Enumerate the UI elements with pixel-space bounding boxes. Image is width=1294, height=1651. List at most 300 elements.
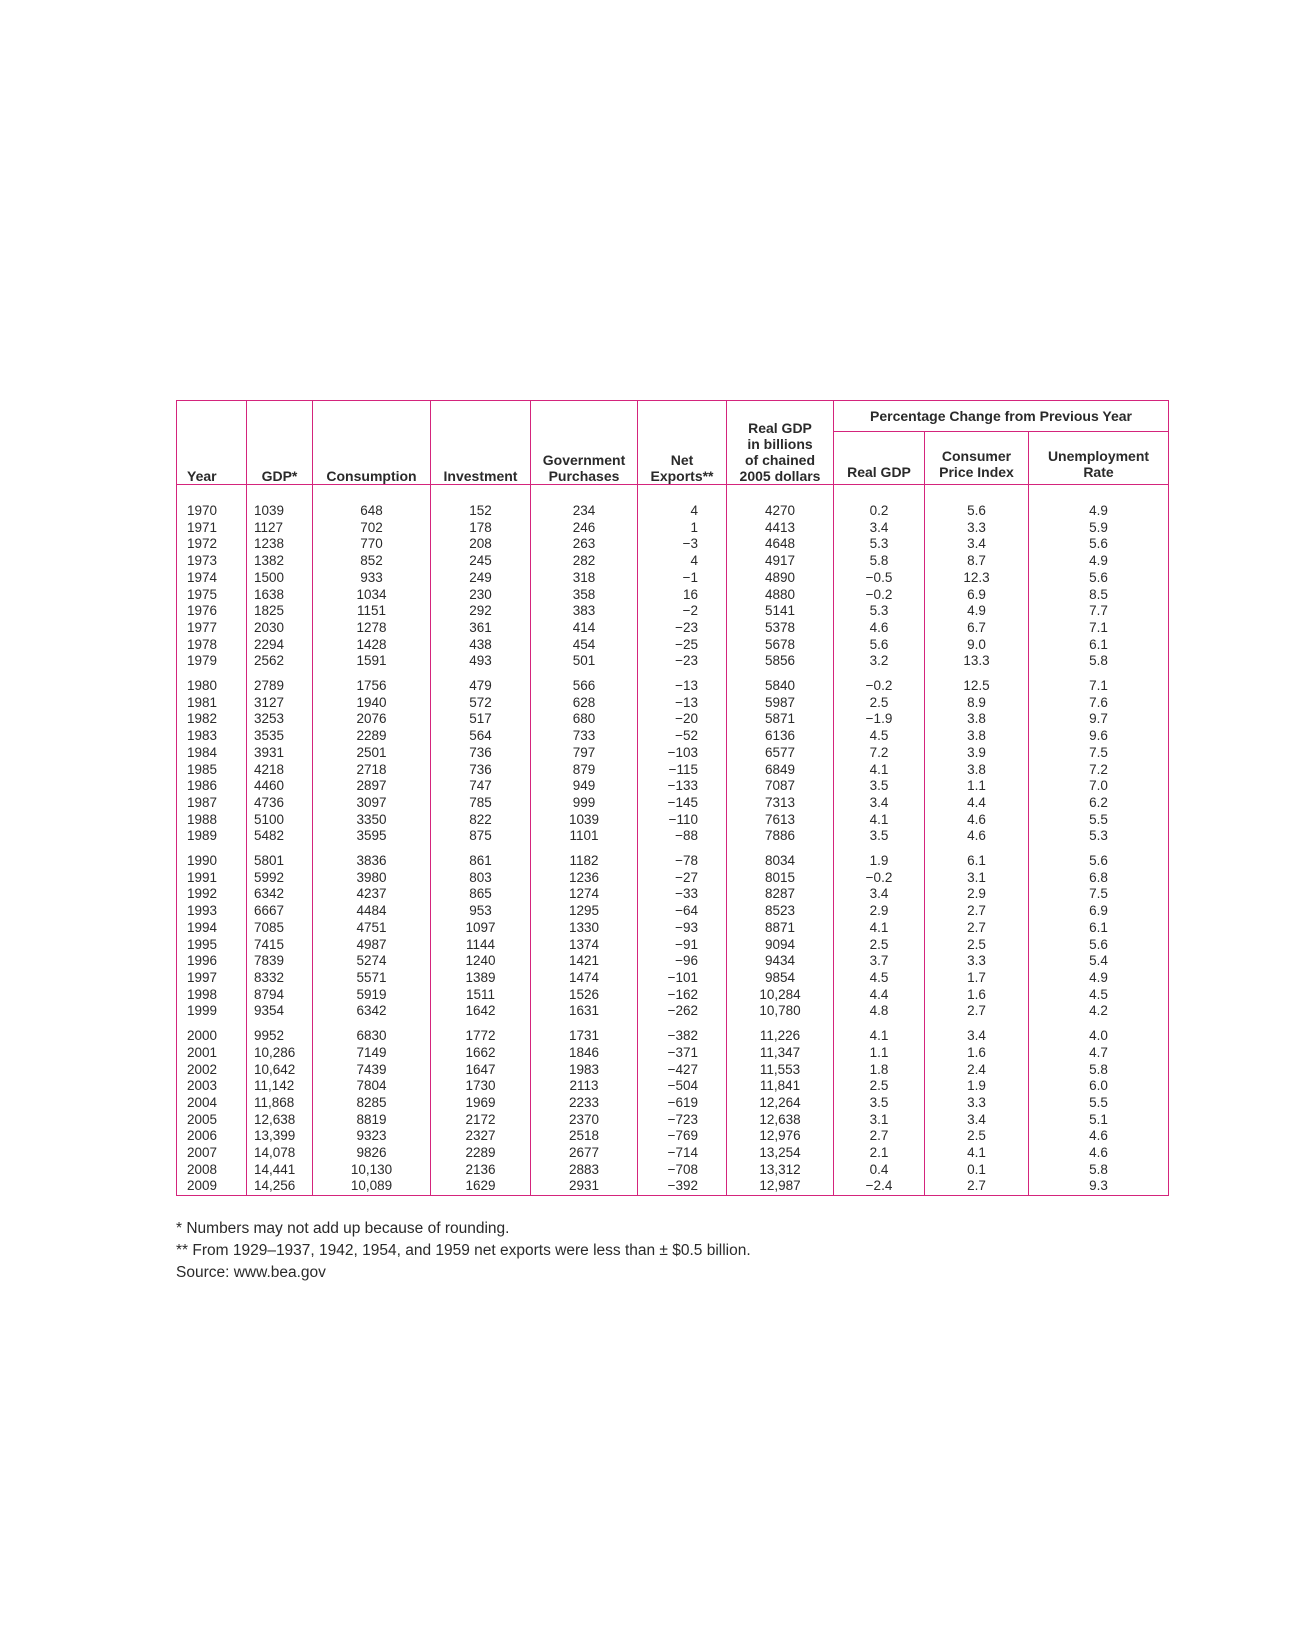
cell-consumption: 10,130 [313,1162,431,1179]
cell-net-exports: −27 [638,870,727,887]
cell-investment: 736 [431,745,531,762]
cell-government-purchases: 2233 [531,1095,638,1112]
cell-consumption: 6342 [313,1003,431,1020]
cell-pct-unemployment: 5.8 [1029,653,1169,670]
cell-gdp: 1382 [247,553,313,570]
table-row [177,1178,1169,1195]
footnote-net-exports: ** From 1929–1937, 1942, 1954, and 1959 net exports were less than ± $0.5 billion. [176,1242,751,1259]
cell-gdp: 7839 [247,953,313,970]
table-row [177,603,1169,620]
table-row [177,762,1169,779]
cell-investment: 1647 [431,1062,531,1079]
cell-year: 1973 [177,553,247,570]
cell-investment: 361 [431,620,531,637]
cell-real-gdp-billions: 8015 [727,870,834,887]
cell-real-gdp-billions: 6849 [727,762,834,779]
cell-pct-unemployment: 6.1 [1029,637,1169,654]
cell-pct-cpi: 6.7 [925,620,1029,637]
cell-consumption: 5919 [313,987,431,1004]
cell-gdp: 11,868 [247,1095,313,1112]
cell-real-gdp-billions: 9854 [727,970,834,987]
cell-pct-unemployment: 5.4 [1029,953,1169,970]
cell-net-exports: −88 [638,828,727,845]
cell-gdp: 1039 [247,503,313,520]
cell-investment: 2289 [431,1145,531,1162]
cell-pct-unemployment: 5.8 [1029,1162,1169,1179]
cell-real-gdp-billions: 8871 [727,920,834,937]
cell-net-exports: −96 [638,953,727,970]
table-row [177,853,1169,870]
table-row [177,953,1169,970]
cell-gdp: 7085 [247,920,313,937]
cell-investment: 479 [431,678,531,695]
cell-consumption: 1940 [313,695,431,712]
cell-government-purchases: 797 [531,745,638,762]
cell-year: 2009 [177,1178,247,1195]
cell-government-purchases: 1374 [531,937,638,954]
cell-government-purchases: 2931 [531,1178,638,1195]
cell-year: 2002 [177,1062,247,1079]
cell-real-gdp-billions: 11,226 [727,1028,834,1045]
cell-real-gdp-billions: 7313 [727,795,834,812]
cell-investment: 2172 [431,1112,531,1129]
cell-investment: 1629 [431,1178,531,1195]
cell-net-exports: −23 [638,653,727,670]
cell-investment: 230 [431,587,531,604]
cell-investment: 245 [431,553,531,570]
cell-pct-real-gdp: 2.7 [834,1128,925,1145]
cell-investment: 1511 [431,987,531,1004]
cell-government-purchases: 1295 [531,903,638,920]
cell-pct-real-gdp: 4.1 [834,1028,925,1045]
cell-pct-cpi: 6.9 [925,587,1029,604]
cell-real-gdp-billions: 5987 [727,695,834,712]
cell-net-exports: −91 [638,937,727,954]
cell-pct-real-gdp: 3.7 [834,953,925,970]
cell-consumption: 9323 [313,1128,431,1145]
cell-consumption: 933 [313,570,431,587]
cell-investment: 803 [431,870,531,887]
table-row [177,653,1169,670]
cell-pct-unemployment: 4.9 [1029,503,1169,520]
cell-pct-unemployment: 9.3 [1029,1178,1169,1195]
cell-consumption: 7439 [313,1062,431,1079]
cell-year: 1986 [177,778,247,795]
cell-year: 2000 [177,1028,247,1045]
cell-net-exports: −101 [638,970,727,987]
cell-pct-cpi: 5.6 [925,503,1029,520]
cell-real-gdp-billions: 10,780 [727,1003,834,1020]
cell-pct-unemployment: 7.7 [1029,603,1169,620]
cell-gdp: 8332 [247,970,313,987]
cell-pct-real-gdp: −0.2 [834,870,925,887]
cell-government-purchases: 733 [531,728,638,745]
cell-pct-real-gdp: 2.5 [834,695,925,712]
cell-real-gdp-billions: 12,987 [727,1178,834,1195]
cell-pct-cpi: 12.5 [925,678,1029,695]
cell-gdp: 8794 [247,987,313,1004]
cell-investment: 1389 [431,970,531,987]
cell-year: 1987 [177,795,247,812]
economic-data-table [176,400,1169,1196]
cell-consumption: 2289 [313,728,431,745]
cell-government-purchases: 2518 [531,1128,638,1145]
cell-government-purchases: 1274 [531,886,638,903]
cell-real-gdp-billions: 8523 [727,903,834,920]
cell-pct-cpi: 2.7 [925,1178,1029,1195]
table-row [177,536,1169,553]
cell-consumption: 2501 [313,745,431,762]
cell-consumption: 8285 [313,1095,431,1112]
cell-gdp: 1127 [247,520,313,537]
cell-investment: 292 [431,603,531,620]
cell-pct-real-gdp: 3.4 [834,520,925,537]
cell-pct-unemployment: 4.2 [1029,1003,1169,1020]
cell-government-purchases: 263 [531,536,638,553]
cell-consumption: 4237 [313,886,431,903]
cell-government-purchases: 1182 [531,853,638,870]
cell-consumption: 1278 [313,620,431,637]
cell-real-gdp-billions: 5871 [727,711,834,728]
cell-government-purchases: 879 [531,762,638,779]
cell-year: 1985 [177,762,247,779]
cell-investment: 572 [431,695,531,712]
cell-consumption: 2718 [313,762,431,779]
cell-gdp: 2294 [247,637,313,654]
cell-gdp: 6667 [247,903,313,920]
cell-consumption: 648 [313,503,431,520]
table-row [177,1062,1169,1079]
cell-government-purchases: 318 [531,570,638,587]
cell-government-purchases: 2883 [531,1162,638,1179]
header-gdp: GDP* [247,401,313,485]
cell-pct-cpi: 3.3 [925,953,1029,970]
cell-pct-unemployment: 4.9 [1029,970,1169,987]
cell-government-purchases: 454 [531,637,638,654]
cell-consumption: 702 [313,520,431,537]
cell-net-exports: −52 [638,728,727,745]
cell-pct-unemployment: 5.1 [1029,1112,1169,1129]
cell-real-gdp-billions: 10,284 [727,987,834,1004]
cell-pct-real-gdp: 5.6 [834,637,925,654]
cell-investment: 953 [431,903,531,920]
cell-pct-cpi: 4.6 [925,812,1029,829]
cell-pct-real-gdp: 3.4 [834,886,925,903]
cell-pct-cpi: 12.3 [925,570,1029,587]
header-investment: Investment [431,401,531,485]
cell-year: 1993 [177,903,247,920]
table-row [177,1128,1169,1145]
cell-pct-cpi: 1.6 [925,987,1029,1004]
cell-pct-cpi: 3.3 [925,1095,1029,1112]
cell-pct-cpi: 3.4 [925,1028,1029,1045]
cell-year: 2007 [177,1145,247,1162]
cell-pct-cpi: 3.4 [925,1112,1029,1129]
cell-pct-unemployment: 7.0 [1029,778,1169,795]
cell-government-purchases: 1421 [531,953,638,970]
cell-investment: 1144 [431,937,531,954]
cell-year: 1991 [177,870,247,887]
cell-gdp: 2030 [247,620,313,637]
cell-pct-real-gdp: 4.4 [834,987,925,1004]
cell-real-gdp-billions: 7613 [727,812,834,829]
cell-government-purchases: 246 [531,520,638,537]
cell-year: 1981 [177,695,247,712]
cell-net-exports: −33 [638,886,727,903]
cell-pct-unemployment: 5.3 [1029,828,1169,845]
cell-real-gdp-billions: 4270 [727,503,834,520]
cell-consumption: 7804 [313,1078,431,1095]
cell-pct-unemployment: 4.7 [1029,1045,1169,1062]
cell-real-gdp-billions: 8034 [727,853,834,870]
cell-consumption: 6830 [313,1028,431,1045]
cell-pct-real-gdp: 2.9 [834,903,925,920]
cell-real-gdp-billions: 5840 [727,678,834,695]
cell-gdp: 1500 [247,570,313,587]
cell-consumption: 3980 [313,870,431,887]
cell-consumption: 3350 [313,812,431,829]
cell-pct-cpi: 4.1 [925,1145,1029,1162]
cell-pct-real-gdp: 4.5 [834,970,925,987]
cell-real-gdp-billions: 12,264 [727,1095,834,1112]
cell-government-purchases: 949 [531,778,638,795]
cell-year: 1988 [177,812,247,829]
cell-consumption: 1428 [313,637,431,654]
cell-consumption: 1756 [313,678,431,695]
table-row [177,886,1169,903]
data-table-container [176,400,1168,1196]
cell-real-gdp-billions: 9094 [727,937,834,954]
cell-pct-real-gdp: 1.9 [834,853,925,870]
cell-gdp: 9952 [247,1028,313,1045]
cell-gdp: 2789 [247,678,313,695]
cell-investment: 1730 [431,1078,531,1095]
cell-pct-real-gdp: 3.4 [834,795,925,812]
cell-gdp: 10,642 [247,1062,313,1079]
cell-government-purchases: 1631 [531,1003,638,1020]
cell-pct-real-gdp: 4.1 [834,920,925,937]
cell-pct-real-gdp: 0.4 [834,1162,925,1179]
cell-government-purchases: 1731 [531,1028,638,1045]
cell-consumption: 2076 [313,711,431,728]
cell-investment: 1662 [431,1045,531,1062]
table-row [177,1003,1169,1020]
cell-pct-unemployment: 5.6 [1029,853,1169,870]
cell-pct-unemployment: 4.9 [1029,553,1169,570]
cell-real-gdp-billions: 9434 [727,953,834,970]
cell-government-purchases: 2677 [531,1145,638,1162]
cell-real-gdp-billions: 4917 [727,553,834,570]
cell-year: 1976 [177,603,247,620]
table-row [177,745,1169,762]
cell-pct-real-gdp: 2.5 [834,937,925,954]
cell-government-purchases: 999 [531,795,638,812]
cell-pct-real-gdp: 2.5 [834,1078,925,1095]
cell-investment: 1642 [431,1003,531,1020]
cell-net-exports: −371 [638,1045,727,1062]
header-pct-real-gdp: Real GDP [834,432,925,485]
cell-consumption: 9826 [313,1145,431,1162]
cell-year: 1989 [177,828,247,845]
cell-gdp: 5100 [247,812,313,829]
cell-gdp: 3127 [247,695,313,712]
cell-pct-real-gdp: 0.2 [834,503,925,520]
header-year: Year [177,401,247,485]
cell-pct-cpi: 1.6 [925,1045,1029,1062]
cell-investment: 861 [431,853,531,870]
cell-gdp: 10,286 [247,1045,313,1062]
table-row [177,970,1169,987]
cell-net-exports: 4 [638,503,727,520]
cell-government-purchases: 1983 [531,1062,638,1079]
cell-government-purchases: 1101 [531,828,638,845]
cell-real-gdp-billions: 5141 [727,603,834,620]
cell-pct-real-gdp: 1.1 [834,1045,925,1062]
table-row [177,1145,1169,1162]
cell-investment: 1097 [431,920,531,937]
cell-pct-unemployment: 5.5 [1029,812,1169,829]
cell-investment: 822 [431,812,531,829]
cell-pct-real-gdp: 4.1 [834,762,925,779]
cell-government-purchases: 501 [531,653,638,670]
cell-pct-cpi: 3.4 [925,536,1029,553]
footnotes [176,1218,1176,1284]
cell-gdp: 1825 [247,603,313,620]
table-row [177,778,1169,795]
cell-pct-cpi: 3.8 [925,762,1029,779]
cell-real-gdp-billions: 13,254 [727,1145,834,1162]
table-row [177,587,1169,604]
cell-year: 1979 [177,653,247,670]
cell-net-exports: −708 [638,1162,727,1179]
table-row [177,1045,1169,1062]
cell-year: 1972 [177,536,247,553]
cell-consumption: 5274 [313,953,431,970]
cell-year: 1999 [177,1003,247,1020]
footnote-rounding: * Numbers may not add up because of rounding. [176,1220,510,1237]
cell-net-exports: −145 [638,795,727,812]
cell-net-exports: −13 [638,695,727,712]
cell-pct-unemployment: 7.2 [1029,762,1169,779]
cell-net-exports: −427 [638,1062,727,1079]
cell-gdp: 14,078 [247,1145,313,1162]
cell-gdp: 4736 [247,795,313,812]
cell-year: 2003 [177,1078,247,1095]
cell-year: 1971 [177,520,247,537]
table-row [177,828,1169,845]
cell-real-gdp-billions: 13,312 [727,1162,834,1179]
cell-real-gdp-billions: 11,553 [727,1062,834,1079]
table-row [177,795,1169,812]
cell-net-exports: −133 [638,778,727,795]
cell-pct-cpi: 2.7 [925,903,1029,920]
table-row [177,678,1169,695]
cell-year: 1982 [177,711,247,728]
table-body [177,485,1169,1196]
cell-pct-unemployment: 7.6 [1029,695,1169,712]
cell-net-exports: −769 [638,1128,727,1145]
table-row [177,903,1169,920]
cell-government-purchases: 1039 [531,812,638,829]
cell-net-exports: −25 [638,637,727,654]
cell-real-gdp-billions: 4648 [727,536,834,553]
cell-year: 1992 [177,886,247,903]
cell-pct-unemployment: 5.5 [1029,1095,1169,1112]
cell-year: 1975 [177,587,247,604]
cell-pct-cpi: 8.9 [925,695,1029,712]
cell-investment: 2136 [431,1162,531,1179]
header-real-gdp-billions: Real GDP in billions of chained 2005 dollars [727,401,834,485]
table-header [177,401,1169,485]
cell-pct-unemployment: 7.5 [1029,745,1169,762]
cell-government-purchases: 1526 [531,987,638,1004]
cell-consumption: 1034 [313,587,431,604]
cell-year: 2005 [177,1112,247,1129]
cell-net-exports: −723 [638,1112,727,1129]
cell-investment: 865 [431,886,531,903]
table-row [177,987,1169,1004]
cell-investment: 747 [431,778,531,795]
cell-investment: 875 [431,828,531,845]
cell-real-gdp-billions: 5378 [727,620,834,637]
cell-net-exports: −162 [638,987,727,1004]
cell-gdp: 7415 [247,937,313,954]
cell-pct-unemployment: 5.6 [1029,570,1169,587]
cell-government-purchases: 1330 [531,920,638,937]
cell-real-gdp-billions: 12,976 [727,1128,834,1145]
cell-pct-real-gdp: 3.5 [834,1095,925,1112]
cell-net-exports: −262 [638,1003,727,1020]
header-percentage-change-group: Percentage Change from Previous Year [834,401,1169,432]
cell-pct-unemployment: 7.5 [1029,886,1169,903]
cell-pct-unemployment: 9.6 [1029,728,1169,745]
cell-real-gdp-billions: 6136 [727,728,834,745]
cell-pct-cpi: 2.7 [925,920,1029,937]
cell-real-gdp-billions: 12,638 [727,1112,834,1129]
cell-net-exports: −78 [638,853,727,870]
cell-pct-cpi: 1.7 [925,970,1029,987]
cell-pct-real-gdp: 4.1 [834,812,925,829]
cell-government-purchases: 234 [531,503,638,520]
cell-consumption: 1591 [313,653,431,670]
cell-real-gdp-billions: 4880 [727,587,834,604]
cell-consumption: 4751 [313,920,431,937]
cell-pct-real-gdp: 1.8 [834,1062,925,1079]
table-row [177,920,1169,937]
cell-pct-cpi: 3.9 [925,745,1029,762]
cell-pct-unemployment: 8.5 [1029,587,1169,604]
cell-net-exports: −20 [638,711,727,728]
cell-gdp: 5992 [247,870,313,887]
cell-consumption: 4987 [313,937,431,954]
cell-government-purchases: 358 [531,587,638,604]
cell-real-gdp-billions: 8287 [727,886,834,903]
cell-gdp: 2562 [247,653,313,670]
cell-pct-cpi: 3.8 [925,728,1029,745]
cell-net-exports: −504 [638,1078,727,1095]
cell-pct-real-gdp: 3.5 [834,828,925,845]
cell-pct-real-gdp: −2.4 [834,1178,925,1195]
cell-gdp: 3931 [247,745,313,762]
cell-consumption: 1151 [313,603,431,620]
cell-pct-cpi: 4.9 [925,603,1029,620]
cell-net-exports: −93 [638,920,727,937]
cell-investment: 208 [431,536,531,553]
table-row [177,711,1169,728]
cell-consumption: 4484 [313,903,431,920]
cell-net-exports: 16 [638,587,727,604]
cell-real-gdp-billions: 7886 [727,828,834,845]
